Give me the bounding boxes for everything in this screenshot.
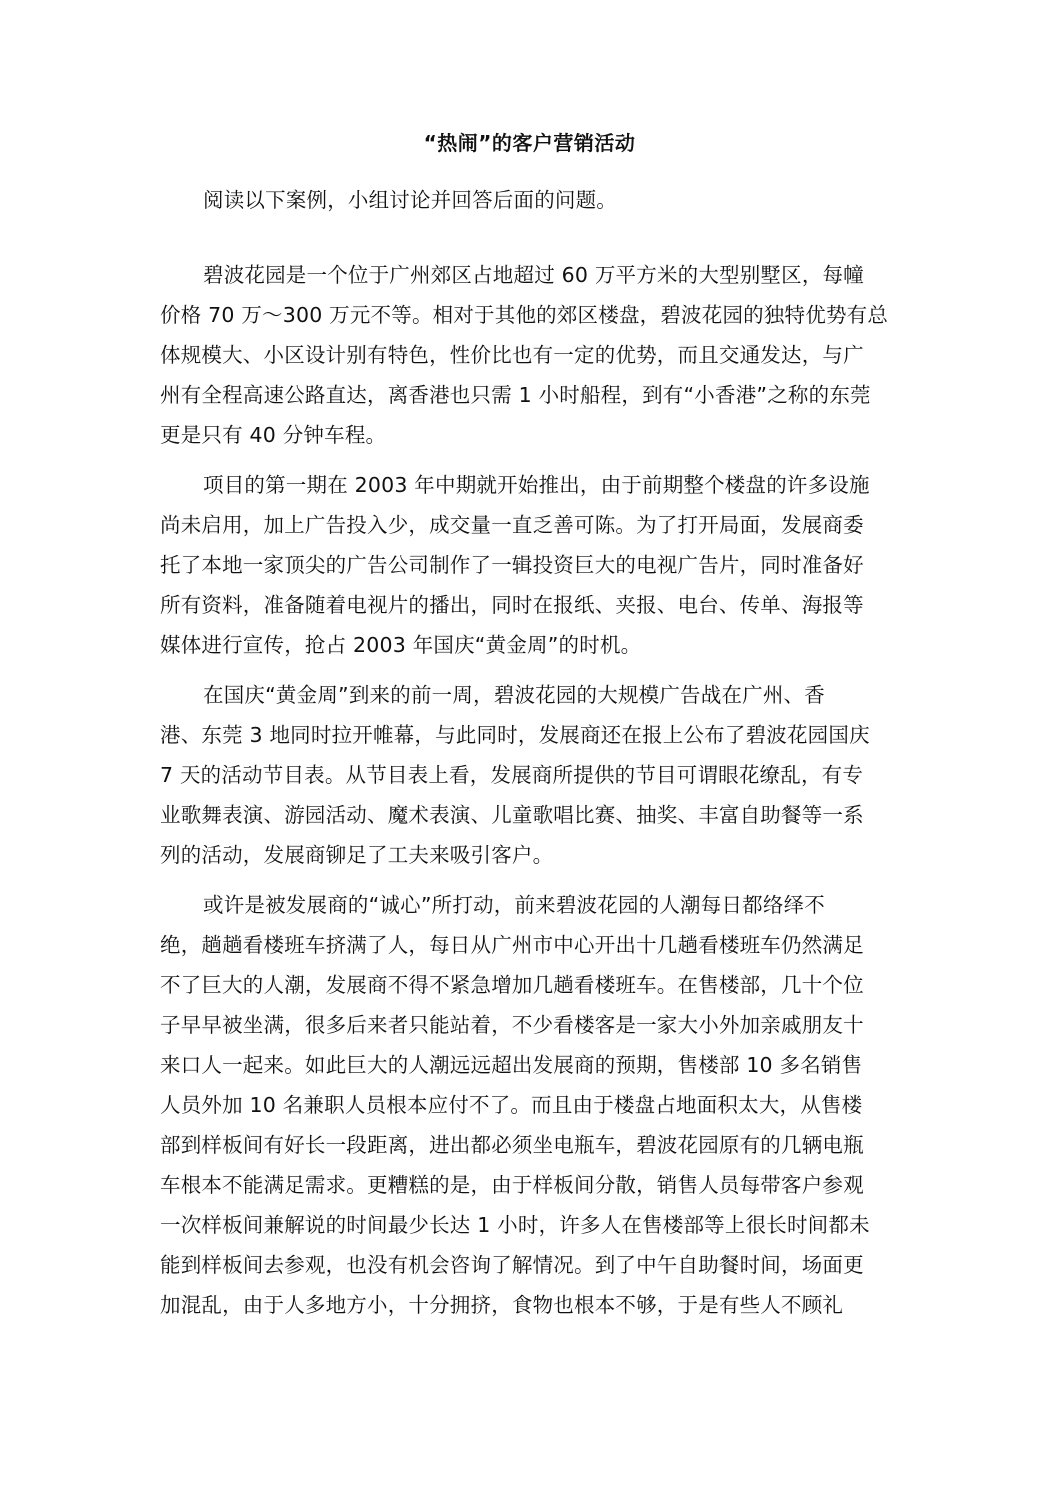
paragraph-line: 不了巨大的人潮，发展商不得不紧急增加几趟看楼班车。在售楼部，几十个位 bbox=[160, 973, 864, 997]
paragraph-line: 项目的第一期在 2003 年中期就开始推出，由于前期整个楼盘的许多设施 bbox=[203, 473, 870, 497]
paragraph-line: 媒体进行宣传，抢占 2003 年国庆“黄金周”的时机。 bbox=[160, 633, 642, 657]
paragraph-line: 业歌舞表演、游园活动、魔术表演、儿童歌唱比赛、抽奖、丰富自助餐等一系 bbox=[160, 803, 864, 827]
intro-line: 阅读以下案例，小组讨论并回答后面的问题。 bbox=[203, 188, 617, 212]
paragraph-line: 部到样板间有好长一段距离，进出都必须坐电瓶车，碧波花园原有的几辆电瓶 bbox=[160, 1133, 864, 1157]
paragraph-line: 州有全程高速公路直达，离香港也只需 1 小时船程，到有“小香港”之称的东莞 bbox=[160, 383, 871, 407]
paragraph-line: 7 天的活动节目表。从节目表上看，发展商所提供的节目可谓眼花缭乱，有专 bbox=[160, 763, 864, 787]
paragraph-line: 港、东莞 3 地同时拉开帷幕，与此同时，发展商还在报上公布了碧波花园国庆 bbox=[160, 723, 870, 747]
paragraph-line: 托了本地一家顶尖的广告公司制作了一辑投资巨大的电视广告片，同时准备好 bbox=[160, 553, 864, 577]
paragraph-line: 人员外加 10 名兼职人员根本应付不了。而且由于楼盘占地面积太大，从售楼 bbox=[160, 1093, 863, 1117]
document-title: “热闹”的客户营销活动 bbox=[423, 131, 636, 155]
paragraph-line: 或许是被发展商的“诚心”所打动，前来碧波花园的人潮每日都络绎不 bbox=[203, 893, 825, 917]
paragraph-line: 体规模大、小区设计别有特色，性价比也有一定的优势，而且交通发达，与广 bbox=[160, 343, 864, 367]
paragraph-line: 能到样板间去参观，也没有机会咨询了解情况。到了中午自助餐时间，场面更 bbox=[160, 1253, 864, 1277]
paragraph-line: 在国庆“黄金周”到来的前一周，碧波花园的大规模广告战在广州、香 bbox=[203, 683, 825, 707]
paragraph-line: 来口人一起来。如此巨大的人潮远远超出发展商的预期，售楼部 10 多名销售 bbox=[160, 1053, 863, 1077]
paragraph-line: 碧波花园是一个位于广州郊区占地超过 60 万平方米的大型别墅区，每幢 bbox=[203, 263, 864, 287]
paragraph-line: 子早早被坐满，很多后来者只能站着，不少看楼客是一家大小外加亲戚朋友十 bbox=[160, 1013, 864, 1037]
paragraph-line: 所有资料，准备随着电视片的播出，同时在报纸、夹报、电台、传单、海报等 bbox=[160, 593, 864, 617]
paragraph-line: 价格 70 万～300 万元不等。相对于其他的郊区楼盘，碧波花园的独特优势有总 bbox=[160, 303, 889, 327]
paragraph-line: 绝，趟趟看楼班车挤满了人，每日从广州市中心开出十几趟看楼班车仍然满足 bbox=[160, 933, 864, 957]
paragraph-line: 车根本不能满足需求。更糟糕的是，由于样板间分散，销售人员每带客户参观 bbox=[160, 1173, 864, 1197]
paragraph-line: 一次样板间兼解说的时间最少长达 1 小时，许多人在售楼部等上很长时间都未 bbox=[160, 1213, 870, 1237]
paragraph-line: 加混乱，由于人多地方小，十分拥挤，食物也根本不够，于是有些人不顾礼 bbox=[160, 1293, 844, 1317]
paragraph-line: 列的活动，发展商铆足了工夫来吸引客户。 bbox=[160, 843, 554, 867]
paragraph-line: 尚未启用，加上广告投入少，成交量一直乏善可陈。为了打开局面，发展商委 bbox=[160, 513, 864, 537]
paragraph-line: 更是只有 40 分钟车程。 bbox=[160, 423, 387, 447]
